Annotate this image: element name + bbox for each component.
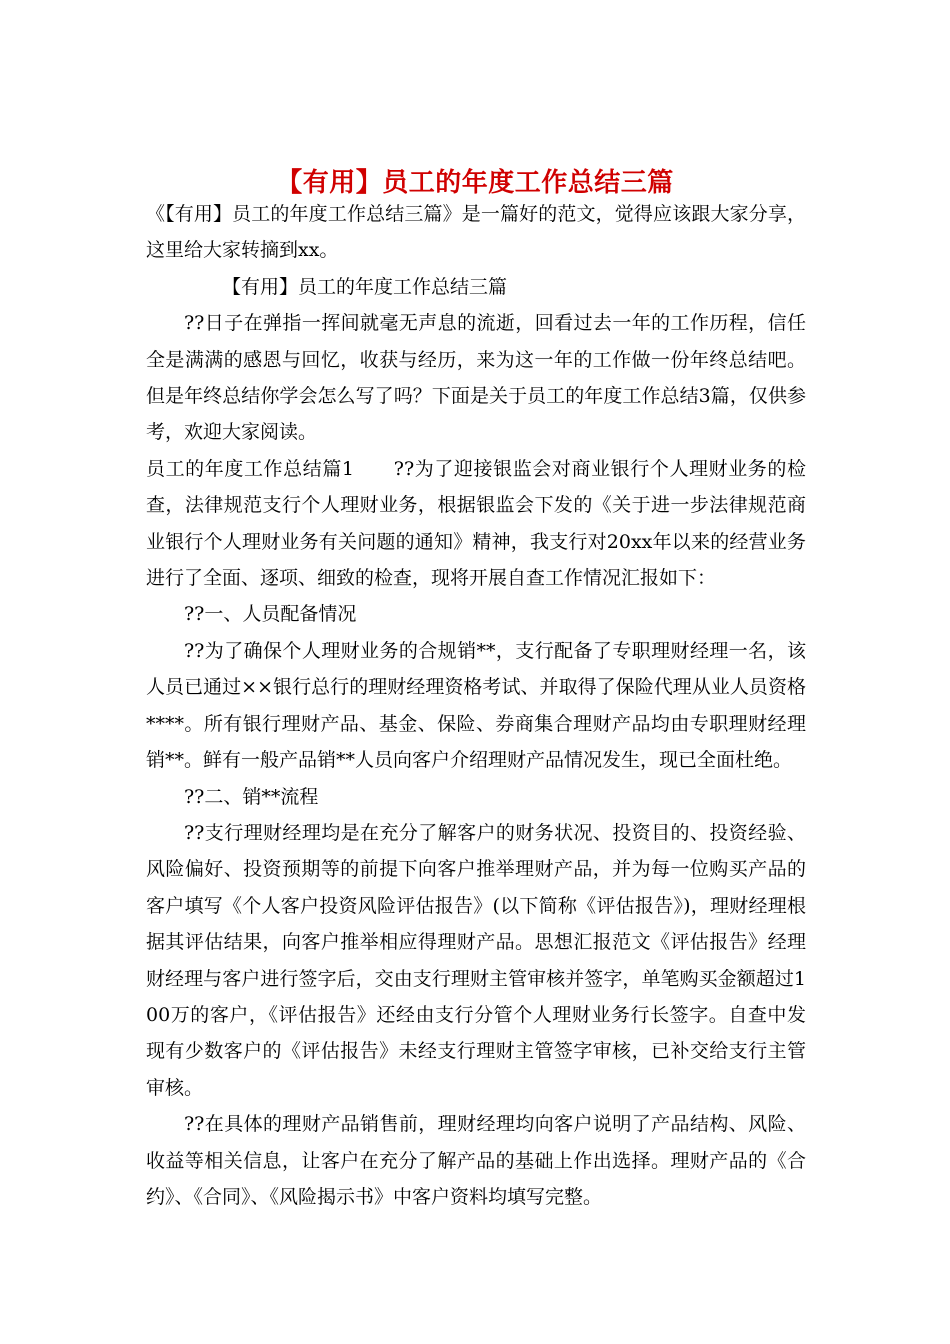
body-paragraph: ??在具体的理财产品销售前，理财经理均向客户说明了产品结构、风险、收益等相关信息，让客户在充分了解产品的基础上作出选择。理财产品的《合约》、《合同》、《风险揭示书》中客户资料均填写完整。 xyxy=(146,1113,806,1208)
body-paragraph: ??日子在弹指一挥间就毫无声息的流逝，回看过去一年的工作历程，信任全是满满的感恩与回忆，收获与经历，来为这一年的工作做一份年终总结吧。但是年终总结你学会怎么写了吗？下面是关于员工的年度工作总结3篇，仅供参考，欢迎大家阅读。 xyxy=(146,312,806,444)
document-title: 【有用】员工的年度工作总结三篇 xyxy=(276,168,674,199)
section-paragraph: 员工的年度工作总结篇1 ??为了迎接银监会对商业银行个人理财业务的检查，法律规范支行个人理财业务，根据银监会下发的《关于进一步法律规范商业银行个人理财业务有关问题的通知》精神，我支行对20xx年以来的经营业务进行了全面、逐项、细致的检查，现将开展自查工作情况汇报如下： xyxy=(146,457,806,590)
section-heading: ??二、销**流程 xyxy=(184,785,319,808)
intro-paragraph: 《【有用】员工的年度工作总结三篇》是一篇好的范文，觉得应该跟大家分享，这里给大家转摘到xx。 xyxy=(146,203,806,262)
body-paragraph: ??支行理财经理均是在充分了解客户的财务状况、投资目的、投资经验、风险偏好、投资预期等的前提下向客户推举理财产品，并为每一位购买产品的客户填写《个人客户投资风险评估报告》(以下简称《评估报告》)，理财经理根据其评估结果，向客户推举相应得理财产品。思想汇报范文《评估报告》经理财经理与客户进行签字后，交由支行理财主管审核并签字，单笔购买金额超过100万的客户，《评估报告》还经由支行分管个人理财业务行长签字。自查中发现有少数客户的《评估报告》未经支行理财主管签字审核，已补交给支行主管审核。 xyxy=(146,821,806,1099)
section-heading: ??一、人员配备情况 xyxy=(184,603,357,626)
document-subtitle: 【有用】员工的年度工作总结三篇 xyxy=(222,275,508,298)
body-paragraph: ??为了确保个人理财业务的合规销**，支行配备了专职理财经理一名，该人员已通过××银行总行的理财经理资格考试、并取得了保险代理从业人员资格****。所有银行理财产品、基金、保险、券商集合理财产品均由专职理财经理销**。鲜有一般产品销**人员向客户介绍理财产品情况发生，现已全面杜绝。 xyxy=(146,639,806,772)
document-body xyxy=(146,196,806,1215)
